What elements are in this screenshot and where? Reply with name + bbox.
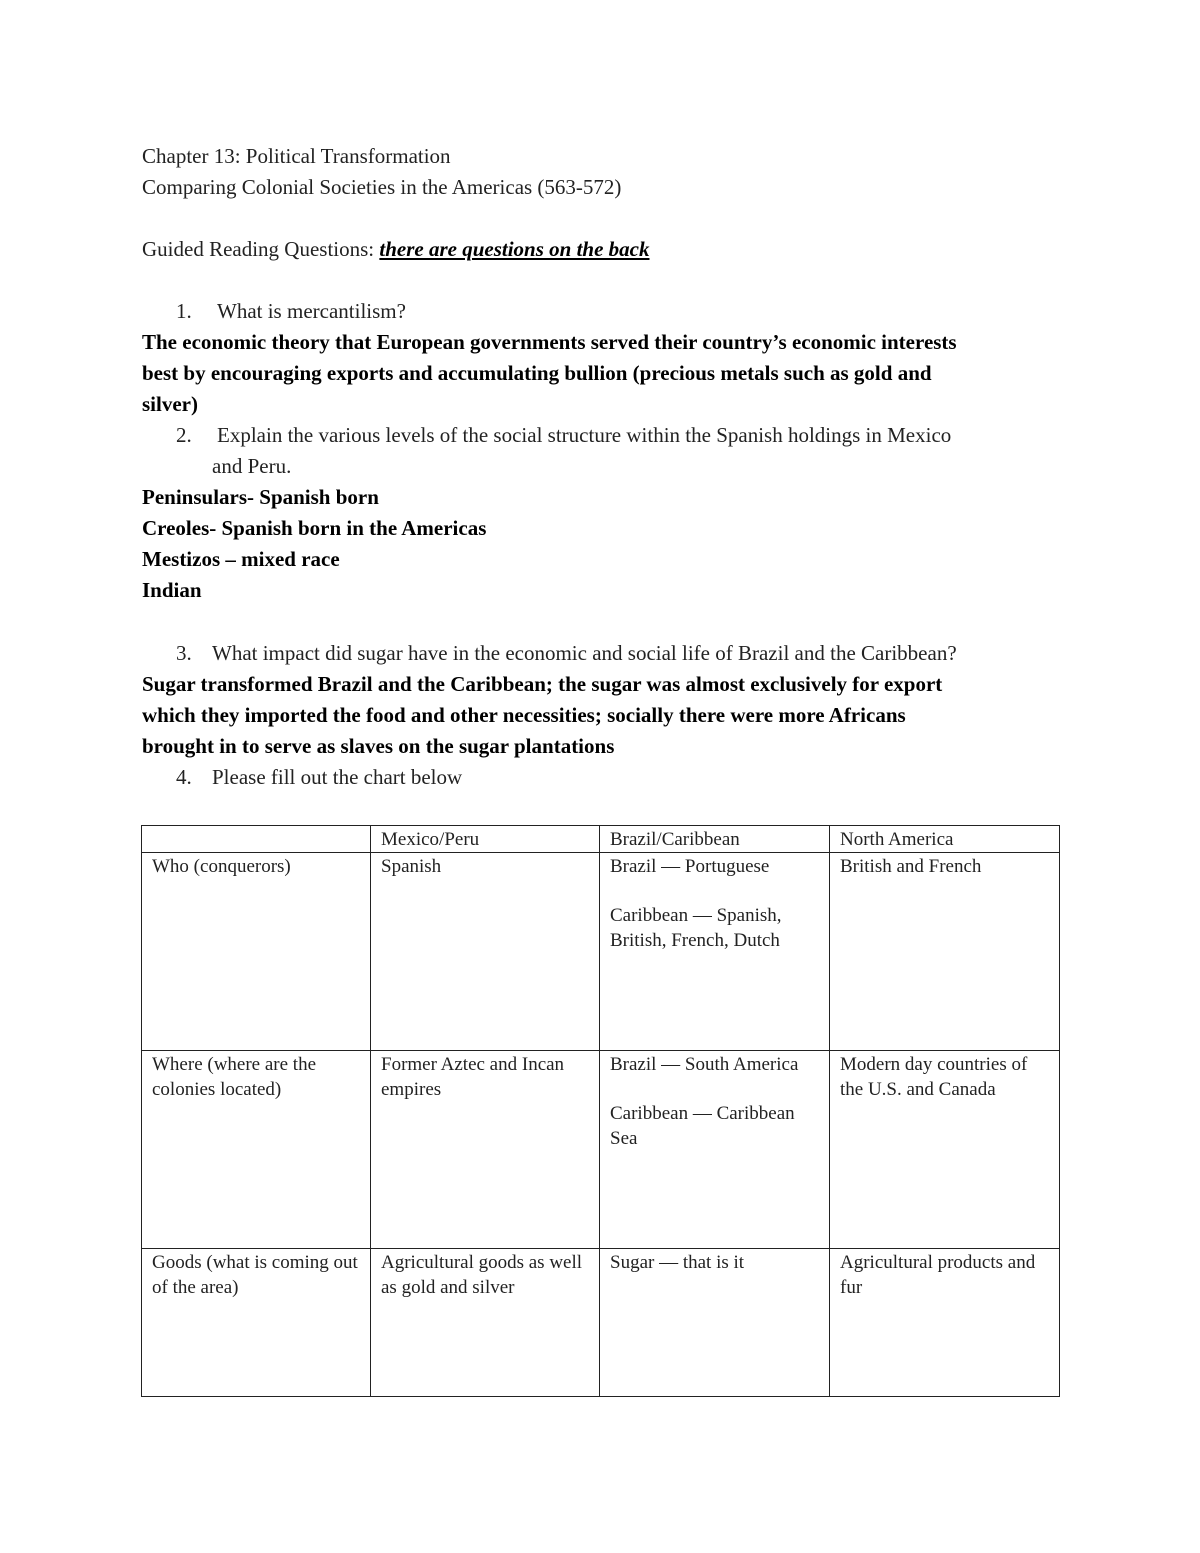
answer-1-line-3: silver) bbox=[142, 392, 198, 416]
answer-2-line-2: Creoles- Spanish born in the Americas bbox=[142, 516, 487, 540]
cell-who-north-america: British and French bbox=[830, 853, 1060, 1051]
row-label-where: Where (where are the colonies located) bbox=[142, 1051, 371, 1249]
row-label-goods: Goods (what is coming out of the area) bbox=[142, 1249, 371, 1397]
answer-2-line-3: Mestizos – mixed race bbox=[142, 547, 340, 571]
question-2-text-line-1: Explain the various levels of the social structure within the Spanish holdings in Mexico bbox=[217, 423, 952, 447]
guided-reading-line bbox=[142, 234, 650, 265]
cell-who-brazil-caribbean bbox=[600, 853, 830, 1051]
cell-spacer bbox=[610, 1077, 819, 1101]
guided-reading-note: there are questions on the back bbox=[379, 237, 650, 261]
cell-who-brazil: Brazil — Portuguese bbox=[610, 856, 770, 877]
question-2-number: 2. bbox=[176, 423, 192, 447]
colonial-comparison-table bbox=[141, 825, 1060, 1397]
table-header-empty bbox=[142, 826, 371, 853]
answer-2-line-4: Indian bbox=[142, 578, 202, 602]
chapter-title: Chapter 13: Political Transformation bbox=[142, 144, 451, 168]
answer-1-line-1: The economic theory that European governments served their country’s economic interests bbox=[142, 330, 957, 354]
cell-who-caribbean: Caribbean — Spanish, British, French, Dutch bbox=[610, 905, 782, 951]
cell-spacer bbox=[610, 879, 819, 903]
answer-1-line-2: best by encouraging exports and accumulating bullion (precious metals such as gold and bbox=[142, 361, 932, 385]
guided-reading-label: Guided Reading Questions: bbox=[142, 237, 380, 261]
cell-goods-north-america: Agricultural products and fur bbox=[830, 1249, 1060, 1397]
cell-goods-mexico-peru: Agricultural goods as well as gold and silver bbox=[371, 1249, 600, 1397]
row-label-who: Who (conquerors) bbox=[142, 853, 371, 1051]
table-header-mexico-peru: Mexico/Peru bbox=[371, 826, 600, 853]
question-4-text: Please fill out the chart below bbox=[212, 765, 463, 789]
cell-goods-brazil-caribbean: Sugar — that is it bbox=[600, 1249, 830, 1397]
cell-where-mexico-peru: Former Aztec and Incan empires bbox=[371, 1051, 600, 1249]
table-header-row bbox=[142, 826, 1060, 853]
cell-where-north-america: Modern day countries of the U.S. and Canada bbox=[830, 1051, 1060, 1249]
cell-where-caribbean: Caribbean — Caribbean Sea bbox=[610, 1103, 795, 1149]
question-1-number: 1. bbox=[176, 299, 192, 323]
answer-3-line-1: Sugar transformed Brazil and the Caribbean; the sugar was almost exclusively for export bbox=[142, 672, 943, 696]
table-row-who bbox=[142, 853, 1060, 1051]
page-subtitle: Comparing Colonial Societies in the Americas (563-572) bbox=[142, 175, 622, 199]
answer-3-line-2: which they imported the food and other necessities; socially there were more Africans bbox=[142, 703, 906, 727]
table-header-brazil-caribbean: Brazil/Caribbean bbox=[600, 826, 830, 853]
cell-where-brazil: Brazil — South America bbox=[610, 1054, 799, 1075]
table-header-north-america: North America bbox=[830, 826, 1060, 853]
question-4-number: 4. bbox=[176, 765, 192, 789]
question-3-number: 3. bbox=[176, 641, 192, 665]
table-row-where bbox=[142, 1051, 1060, 1249]
cell-who-mexico-peru: Spanish bbox=[371, 853, 600, 1051]
answer-3-line-3: brought in to serve as slaves on the sugar plantations bbox=[142, 734, 615, 758]
question-1-text: What is mercantilism? bbox=[217, 299, 406, 323]
question-2-text-line-2: and Peru. bbox=[212, 454, 292, 478]
cell-where-brazil-caribbean bbox=[600, 1051, 830, 1249]
question-3-text: What impact did sugar have in the economic and social life of Brazil and the Caribbean? bbox=[212, 641, 957, 665]
table-row-goods bbox=[142, 1249, 1060, 1397]
answer-2-line-1: Peninsulars- Spanish born bbox=[142, 485, 379, 509]
